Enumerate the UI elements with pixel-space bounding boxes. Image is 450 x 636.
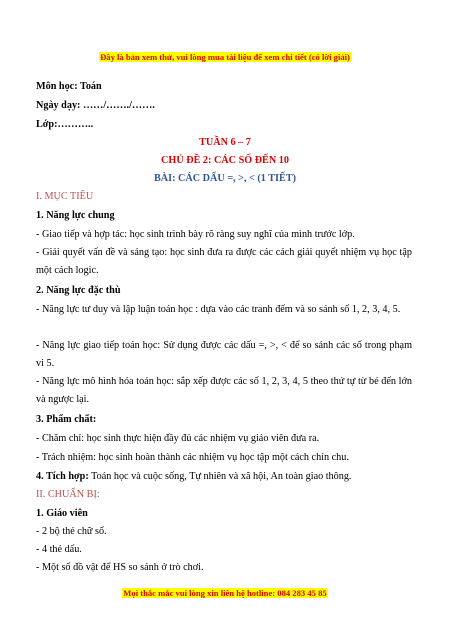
integration-line <box>36 470 351 483</box>
paragraph: - Năng lực tư duy và lập luận toán học : dựa vào các tranh đếm và so sánh số 1, 2, 3, 4, 5. <box>36 304 401 315</box>
list-item: - 2 bộ thẻ chữ số. <box>36 526 107 537</box>
qualities-heading: 3. Phẩm chất: <box>36 414 97 425</box>
header-banner <box>0 52 450 62</box>
header-banner-text: Đây là bản xem thử, vui lòng mua tài liệu để xem chi tiết (có lời giải) <box>100 52 350 62</box>
class-line: Lớp:……….. <box>36 119 94 130</box>
specific-competence-heading: 2. Năng lực đặc thù <box>36 285 121 296</box>
integration-text: Toán học và cuộc sống, Tự nhiên và xã hội, An toàn giao thông. <box>88 471 352 482</box>
paragraph: - Giải quyết vấn đề và sáng tạo: học sinh đưa ra được các cách giải quyết nhiệm vụ học tập một cách logic. <box>36 247 412 276</box>
paragraph: - Chăm chỉ: học sinh thực hiện đầy đủ các nhiệm vụ giáo viên đưa ra. <box>36 433 320 444</box>
week-title: TUẦN 6 – 7 <box>199 137 251 148</box>
paragraph: - Năng lực giao tiếp toán học: Sử dụng được các dấu =, >, < để so sánh các số trong phạm vi 5. <box>36 340 412 369</box>
footer-banner <box>0 588 450 598</box>
date-line: Ngày dạy: ……/……./……. <box>36 100 155 111</box>
list-item: - Một số đồ vật để HS so sánh ở trò chơi. <box>36 562 204 573</box>
teacher-heading: 1. Giáo viên <box>36 508 88 519</box>
subject-line: Môn học: Toán <box>36 81 102 92</box>
section-preparation-heading: II. CHUẨN BỊ: <box>36 489 100 500</box>
integration-label: 4. Tích hợp: <box>36 471 89 482</box>
footer-banner-text: Mọi thắc mắc vui lòng xin liên hệ hotline: 084 283 45 85 <box>123 588 327 598</box>
list-item: - 4 thẻ dấu. <box>36 544 82 555</box>
general-competence-heading: 1. Năng lực chung <box>36 210 115 221</box>
paragraph: - Năng lực mô hình hóa toán học: sắp xếp được các số 1, 2, 3, 4, 5 theo thứ tự từ bé đến lớn và ngược lại. <box>36 376 412 405</box>
paragraph: - Trách nhiệm: học sinh hoàn thành các nhiệm vụ học tập một cách chỉn chu. <box>36 452 349 463</box>
topic-title: CHỦ ĐỀ 2: CÁC SỐ ĐẾN 10 <box>161 155 289 166</box>
section-objectives-heading: I. MỤC TIÊU <box>36 191 94 202</box>
lesson-title: BÀI: CÁC DẤU =, >, < (1 TIẾT) <box>153 173 297 184</box>
paragraph: - Giao tiếp và hợp tác: học sinh trình bày rõ ràng suy nghĩ của mình trước lớp. <box>36 229 355 240</box>
